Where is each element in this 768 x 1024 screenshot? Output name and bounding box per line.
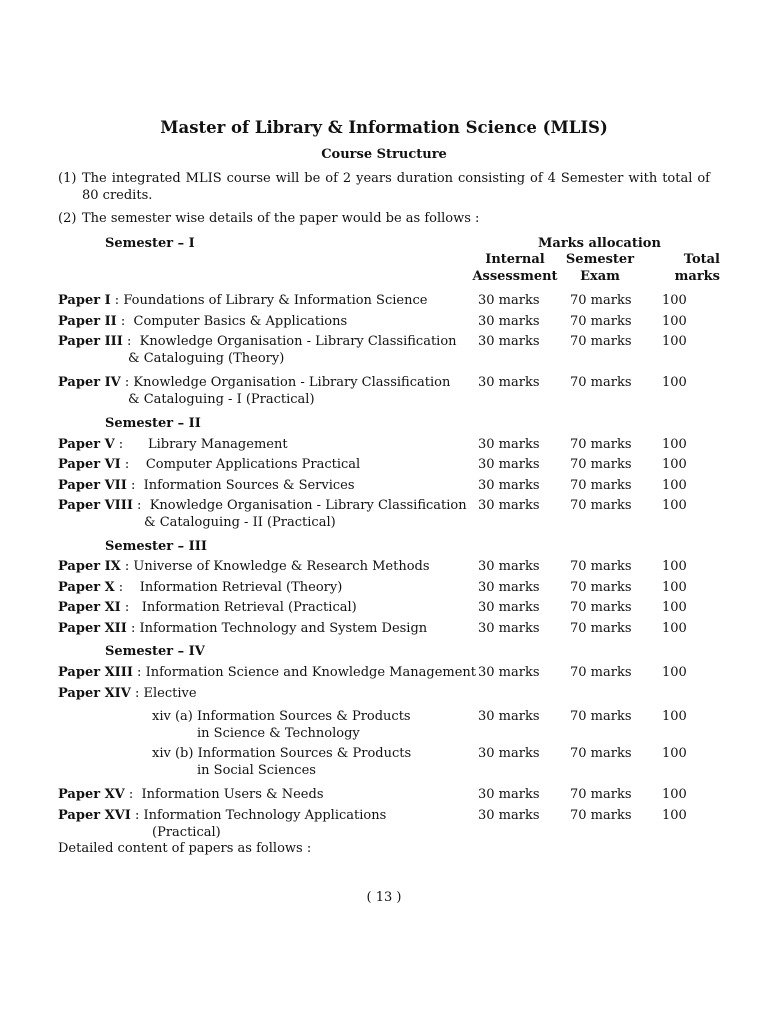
elective-label: xiv (a) Information Sources & Products <box>152 709 411 724</box>
internal-marks: 30 marks <box>478 746 540 761</box>
paper-title <box>58 807 470 841</box>
paper-id: Paper XIII <box>58 665 133 680</box>
internal-assessment-header <box>470 251 560 285</box>
total-marks: 100 <box>662 808 687 823</box>
paper-sep: : <box>116 314 134 329</box>
total-marks: 100 <box>662 746 687 761</box>
exam-marks: 70 marks <box>570 334 632 349</box>
total-marks: 100 <box>662 293 687 308</box>
total-marks: 100 <box>662 437 687 452</box>
paper-id: Paper X <box>58 580 115 595</box>
paper-sep: : <box>114 437 148 452</box>
paper-title <box>58 685 470 702</box>
paper-name: Information Technology Applications <box>143 808 387 823</box>
internal-marks: 30 marks <box>478 478 540 493</box>
total-marks: 100 <box>662 314 687 329</box>
point-text: The integrated MLIS course will be of 2 years duration consisting of 4 Semester with total of 80 credits. <box>82 171 710 203</box>
exam-marks: 70 marks <box>570 665 632 680</box>
paper-sep: : <box>120 559 134 574</box>
semester-heading: Semester – I <box>105 236 195 251</box>
exam-marks: 70 marks <box>570 621 632 636</box>
paper-id: Paper VIII <box>58 498 133 513</box>
elective-label-cont: in Science & Technology <box>197 726 360 741</box>
paper-sep: : <box>120 457 146 472</box>
header-line: marks <box>674 269 720 284</box>
internal-marks: 30 marks <box>478 665 540 680</box>
internal-marks: 30 marks <box>478 709 540 724</box>
paper-id: Paper VII <box>58 478 127 493</box>
internal-marks: 30 marks <box>478 498 540 513</box>
paper-row <box>58 497 718 533</box>
header-line: Internal <box>485 252 545 267</box>
internal-marks: 30 marks <box>478 621 540 636</box>
paper-row <box>58 333 718 369</box>
paper-name: Information Retrieval (Practical) <box>141 600 357 615</box>
paper-row <box>58 374 718 410</box>
intro-point-2 <box>58 210 710 227</box>
internal-marks: 30 marks <box>478 437 540 452</box>
elective-label-cont: in Social Sciences <box>197 763 316 778</box>
total-marks: 100 <box>662 665 687 680</box>
paper-sep: : <box>120 375 134 390</box>
paper-title <box>58 436 470 453</box>
internal-marks: 30 marks <box>478 559 540 574</box>
internal-marks: 30 marks <box>478 457 540 472</box>
header-line: Exam <box>580 269 620 284</box>
exam-marks: 70 marks <box>570 375 632 390</box>
paper-sep: : <box>120 600 142 615</box>
internal-marks: 30 marks <box>478 375 540 390</box>
paper-id: Paper XVI <box>58 808 131 823</box>
semester-heading: Semester – III <box>105 539 207 554</box>
internal-marks: 30 marks <box>478 600 540 615</box>
paper-name: Foundations of Library & Information Science <box>123 293 428 308</box>
elective-label: xiv (b) Information Sources & Products <box>152 746 412 761</box>
paper-name-cont: & Cataloguing (Theory) <box>128 351 285 366</box>
marks-allocation-header: Marks allocation <box>538 236 661 251</box>
paper-sep: : <box>114 580 140 595</box>
paper-name: Library Management <box>147 437 288 452</box>
page-number: ( 13 ) <box>366 890 402 905</box>
paper-id: Paper XII <box>58 621 127 636</box>
paper-sep: : <box>130 808 144 823</box>
header-line: Semester <box>565 252 635 267</box>
paper-id: Paper XV <box>58 787 125 802</box>
total-marks: 100 <box>662 621 687 636</box>
paper-title <box>58 579 470 596</box>
total-marks: 100 <box>662 580 687 595</box>
paper-title <box>58 292 470 309</box>
internal-marks: 30 marks <box>478 808 540 823</box>
paper-sep: : <box>110 293 124 308</box>
semester-heading: Semester – II <box>105 416 201 431</box>
paper-title <box>58 558 470 575</box>
exam-marks: 70 marks <box>570 478 632 493</box>
paper-title <box>58 456 470 473</box>
paper-sep: : <box>122 334 140 349</box>
internal-marks: 30 marks <box>478 580 540 595</box>
paper-title <box>58 620 470 637</box>
paper-title <box>58 477 470 494</box>
exam-marks: 70 marks <box>570 600 632 615</box>
paper-name: Information Users & Needs <box>141 787 324 802</box>
paper-sep: : <box>130 686 144 701</box>
paper-id: Paper III <box>58 334 123 349</box>
paper-name: Information Sources & Services <box>143 478 355 493</box>
paper-name: Universe of Knowledge & Research Methods <box>133 559 430 574</box>
paper-id: Paper VI <box>58 457 121 472</box>
internal-marks: 30 marks <box>478 334 540 349</box>
exam-marks: 70 marks <box>570 808 632 823</box>
paper-name: Computer Applications Practical <box>145 457 361 472</box>
document-subtitle: Course Structure <box>321 147 447 162</box>
exam-marks: 70 marks <box>570 787 632 802</box>
total-marks: 100 <box>662 709 687 724</box>
paper-id: Paper I <box>58 293 111 308</box>
internal-marks: 30 marks <box>478 314 540 329</box>
paper-title <box>58 786 470 803</box>
paper-name-cont: & Cataloguing - II (Practical) <box>144 515 336 530</box>
total-marks: 100 <box>662 375 687 390</box>
total-marks: 100 <box>662 559 687 574</box>
internal-marks: 30 marks <box>478 293 540 308</box>
paper-name: Knowledge Organisation - Library Classification <box>139 334 457 349</box>
exam-marks: 70 marks <box>570 746 632 761</box>
paper-sep: : <box>126 621 140 636</box>
paper-name-cont: (Practical) <box>152 825 221 840</box>
paper-id: Paper II <box>58 314 117 329</box>
total-marks: 100 <box>662 498 687 513</box>
paper-title <box>58 497 470 531</box>
paper-title <box>58 599 470 616</box>
paper-sep: : <box>132 665 146 680</box>
paper-sep: : <box>126 478 144 493</box>
point-number: (2) <box>58 211 77 226</box>
point-text: The semester wise details of the paper would be as follows : <box>82 211 480 226</box>
total-marks: 100 <box>662 787 687 802</box>
intro-point-1 <box>58 170 710 204</box>
total-marks: 100 <box>662 334 687 349</box>
paper-name: Information Technology and System Design <box>139 621 428 636</box>
paper-id: Paper IX <box>58 559 121 574</box>
exam-marks: 70 marks <box>570 437 632 452</box>
semester-exam-header <box>560 251 640 285</box>
paper-title <box>58 333 470 367</box>
internal-marks: 30 marks <box>478 787 540 802</box>
exam-marks: 70 marks <box>570 559 632 574</box>
exam-marks: 70 marks <box>570 709 632 724</box>
exam-marks: 70 marks <box>570 293 632 308</box>
footer-note: Detailed content of papers as follows : <box>58 841 312 856</box>
total-marks: 100 <box>662 457 687 472</box>
exam-marks: 70 marks <box>570 580 632 595</box>
paper-id: Paper XIV <box>58 686 131 701</box>
header-line: Assessment <box>472 269 558 284</box>
exam-marks: 70 marks <box>570 457 632 472</box>
total-marks: 100 <box>662 600 687 615</box>
exam-marks: 70 marks <box>570 498 632 513</box>
paper-name: Elective <box>143 686 197 701</box>
paper-name: Information Retrieval (Theory) <box>139 580 343 595</box>
document-title: Master of Library & Information Science (MLIS) <box>160 118 608 137</box>
paper-name: Knowledge Organisation - Library Classification <box>149 498 467 513</box>
semester-heading: Semester – IV <box>105 644 205 659</box>
paper-id: Paper IV <box>58 375 121 390</box>
total-marks: 100 <box>662 478 687 493</box>
point-number: (1) <box>58 171 77 186</box>
elective-option <box>152 745 462 779</box>
paper-title <box>58 664 478 681</box>
paper-title <box>58 374 470 408</box>
total-marks-header <box>656 251 720 285</box>
paper-sep: : <box>132 498 150 513</box>
elective-option <box>152 708 462 742</box>
paper-name-cont: & Cataloguing - I (Practical) <box>128 392 315 407</box>
header-line: Total <box>683 252 720 267</box>
paper-id: Paper XI <box>58 600 121 615</box>
paper-name: Computer Basics & Applications <box>133 314 348 329</box>
exam-marks: 70 marks <box>570 314 632 329</box>
paper-title <box>58 313 470 330</box>
paper-sep: : <box>124 787 142 802</box>
paper-name: Knowledge Organisation - Library Classification <box>133 375 451 390</box>
paper-row <box>58 807 718 843</box>
paper-id: Paper V <box>58 437 115 452</box>
paper-name: Information Science and Knowledge Management <box>145 665 476 680</box>
